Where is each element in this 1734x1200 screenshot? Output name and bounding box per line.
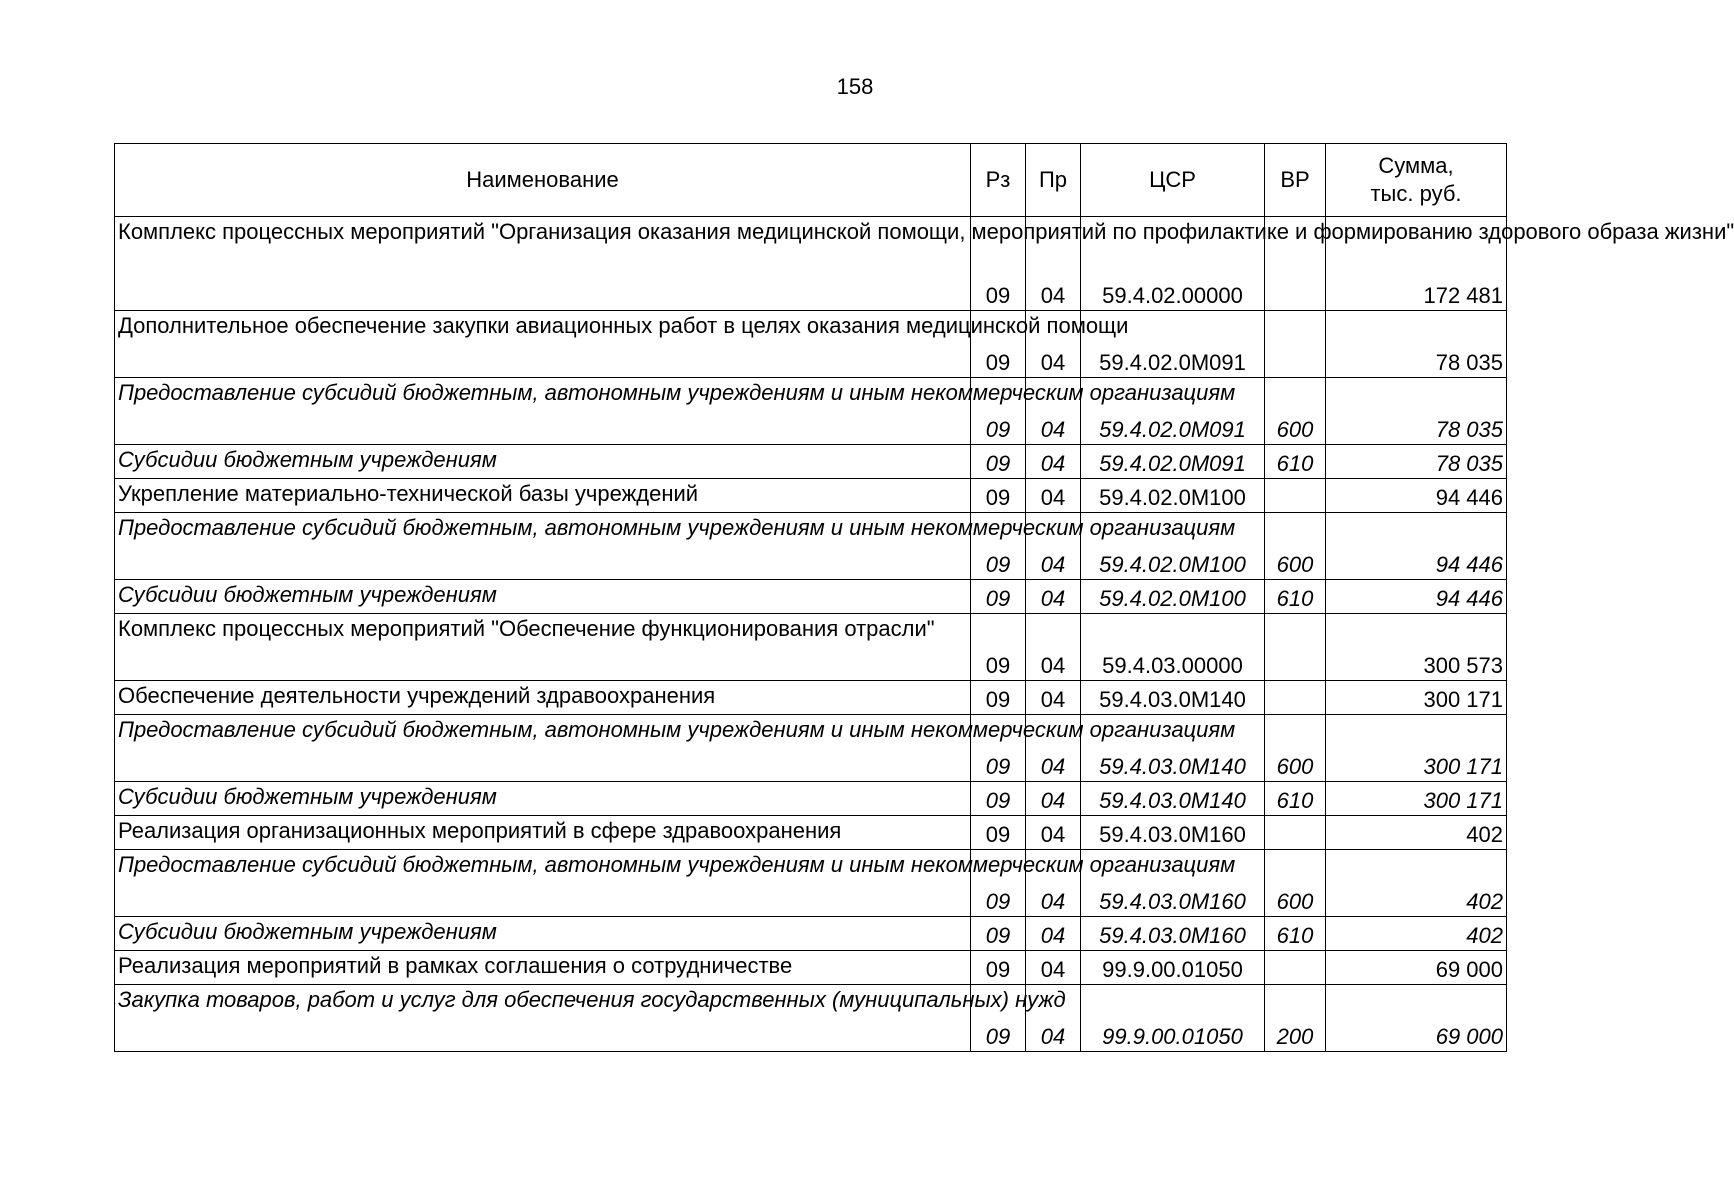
cell-rz: 09 xyxy=(971,850,1026,917)
table-row xyxy=(115,445,1507,479)
cell-sum: 78 035 xyxy=(1326,378,1507,445)
cell-pr: 04 xyxy=(1026,445,1081,479)
col-header-sum-line1: Сумма, xyxy=(1378,153,1454,178)
cell-name: Реализация организационных мероприятий в сфере здравоохранения xyxy=(115,816,971,850)
cell-vr: 610 xyxy=(1265,445,1326,479)
cell-rz: 09 xyxy=(971,917,1026,951)
cell-pr: 04 xyxy=(1026,850,1081,917)
cell-vr: 600 xyxy=(1265,378,1326,445)
cell-pr: 04 xyxy=(1026,513,1081,580)
cell-vr: 610 xyxy=(1265,580,1326,614)
cell-pr: 04 xyxy=(1026,985,1081,1052)
cell-name: Предоставление субсидий бюджетным, автономным учреждениям и иным некоммерческим организациям xyxy=(115,715,971,782)
col-header-rz: Рз xyxy=(971,144,1026,217)
cell-pr: 04 xyxy=(1026,782,1081,816)
cell-rz: 09 xyxy=(971,614,1026,681)
cell-vr: 600 xyxy=(1265,513,1326,580)
cell-csr: 59.4.03.0М160 xyxy=(1081,917,1265,951)
cell-pr: 04 xyxy=(1026,816,1081,850)
cell-name: Обеспечение деятельности учреждений здравоохранения xyxy=(115,681,971,715)
cell-rz: 09 xyxy=(971,378,1026,445)
cell-vr: 610 xyxy=(1265,782,1326,816)
cell-name: Субсидии бюджетным учреждениям xyxy=(115,782,971,816)
col-header-csr: ЦСР xyxy=(1081,144,1265,217)
table-row xyxy=(115,985,1507,1052)
col-header-pr: Пр xyxy=(1026,144,1081,217)
cell-rz: 09 xyxy=(971,782,1026,816)
cell-csr: 59.4.03.0М140 xyxy=(1081,681,1265,715)
cell-name: Реализация мероприятий в рамках соглашения о сотрудничестве xyxy=(115,951,971,985)
cell-pr: 04 xyxy=(1026,681,1081,715)
cell-csr: 59.4.02.0М091 xyxy=(1081,311,1265,378)
cell-vr: 600 xyxy=(1265,715,1326,782)
cell-csr: 59.4.03.00000 xyxy=(1081,614,1265,681)
cell-sum: 300 573 xyxy=(1326,614,1507,681)
cell-sum: 172 481 xyxy=(1326,217,1507,311)
cell-vr xyxy=(1265,479,1326,513)
cell-pr: 04 xyxy=(1026,917,1081,951)
table-row xyxy=(115,217,1507,311)
cell-sum: 94 446 xyxy=(1326,513,1507,580)
cell-csr: 59.4.03.0М160 xyxy=(1081,816,1265,850)
cell-csr: 59.4.02.0М100 xyxy=(1081,513,1265,580)
cell-vr xyxy=(1265,951,1326,985)
cell-sum: 402 xyxy=(1326,816,1507,850)
cell-vr: 200 xyxy=(1265,985,1326,1052)
cell-name: Дополнительное обеспечение закупки авиационных работ в целях оказания медицинской помощи xyxy=(115,311,971,378)
cell-sum: 300 171 xyxy=(1326,681,1507,715)
cell-rz: 09 xyxy=(971,816,1026,850)
cell-vr xyxy=(1265,614,1326,681)
col-header-name: Наименование xyxy=(115,144,971,217)
cell-vr xyxy=(1265,681,1326,715)
cell-rz: 09 xyxy=(971,985,1026,1052)
table-row xyxy=(115,681,1507,715)
cell-name: Субсидии бюджетным учреждениям xyxy=(115,580,971,614)
cell-name: Субсидии бюджетным учреждениям xyxy=(115,917,971,951)
cell-vr xyxy=(1265,816,1326,850)
cell-name: Закупка товаров, работ и услуг для обеспечения государственных (муниципальных) нужд xyxy=(115,985,971,1052)
table-row xyxy=(115,816,1507,850)
cell-rz: 09 xyxy=(971,951,1026,985)
cell-name: Комплекс процессных мероприятий "Обеспечение функционирования отрасли" xyxy=(115,614,971,681)
page-number: 158 xyxy=(836,74,874,99)
cell-name: Предоставление субсидий бюджетным, автономным учреждениям и иным некоммерческим организациям xyxy=(115,378,971,445)
cell-sum: 402 xyxy=(1326,850,1507,917)
table-row xyxy=(115,479,1507,513)
col-header-sum xyxy=(1326,144,1507,217)
cell-rz: 09 xyxy=(971,217,1026,311)
table-row xyxy=(115,311,1507,378)
cell-vr: 610 xyxy=(1265,917,1326,951)
table-row xyxy=(115,715,1507,782)
table-row xyxy=(115,917,1507,951)
cell-pr: 04 xyxy=(1026,479,1081,513)
cell-sum: 300 171 xyxy=(1326,782,1507,816)
table-row xyxy=(115,513,1507,580)
cell-pr: 04 xyxy=(1026,580,1081,614)
cell-sum: 69 000 xyxy=(1326,985,1507,1052)
budget-table xyxy=(114,143,1734,1052)
cell-rz: 09 xyxy=(971,580,1026,614)
cell-name: Предоставление субсидий бюджетным, автономным учреждениям и иным некоммерческим организациям xyxy=(115,513,971,580)
cell-sum: 94 446 xyxy=(1326,479,1507,513)
cell-pr: 04 xyxy=(1026,378,1081,445)
cell-csr: 59.4.03.0М140 xyxy=(1081,715,1265,782)
cell-rz: 09 xyxy=(971,513,1026,580)
cell-pr: 04 xyxy=(1026,614,1081,681)
cell-pr: 04 xyxy=(1026,951,1081,985)
cell-csr: 99.9.00.01050 xyxy=(1081,951,1265,985)
table-row xyxy=(115,782,1507,816)
cell-sum: 78 035 xyxy=(1326,311,1507,378)
table-body xyxy=(115,217,1734,1052)
cell-vr: 600 xyxy=(1265,850,1326,917)
cell-name: Субсидии бюджетным учреждениям xyxy=(115,445,971,479)
cell-csr: 59.4.03.0М160 xyxy=(1081,850,1265,917)
cell-csr: 99.9.00.01050 xyxy=(1081,985,1265,1052)
cell-name: Комплекс процессных мероприятий "Организация оказания медицинской помощи, мероприятий по профилактике и формированию здорового образа жизни" xyxy=(115,217,971,311)
cell-pr: 04 xyxy=(1026,715,1081,782)
cell-csr: 59.4.02.0М091 xyxy=(1081,445,1265,479)
cell-name: Предоставление субсидий бюджетным, автономным учреждениям и иным некоммерческим организациям xyxy=(115,850,971,917)
table-header-row xyxy=(115,144,1507,217)
cell-name: Укрепление материально-технической базы учреждений xyxy=(115,479,971,513)
col-header-sum-line2: тыс. руб. xyxy=(1370,181,1462,206)
cell-rz: 09 xyxy=(971,445,1026,479)
cell-csr: 59.4.02.00000 xyxy=(1081,217,1265,311)
cell-rz: 09 xyxy=(971,479,1026,513)
cell-pr: 04 xyxy=(1026,217,1081,311)
cell-csr: 59.4.02.0М091 xyxy=(1081,378,1265,445)
cell-csr: 59.4.02.0М100 xyxy=(1081,479,1265,513)
cell-pr: 04 xyxy=(1026,311,1081,378)
table-row xyxy=(115,850,1507,917)
cell-csr: 59.4.02.0М100 xyxy=(1081,580,1265,614)
cell-sum: 78 035 xyxy=(1326,445,1507,479)
cell-sum: 300 171 xyxy=(1326,715,1507,782)
cell-sum: 402 xyxy=(1326,917,1507,951)
cell-rz: 09 xyxy=(971,681,1026,715)
cell-sum: 94 446 xyxy=(1326,580,1507,614)
table-row xyxy=(115,378,1507,445)
table-row xyxy=(115,580,1507,614)
cell-rz: 09 xyxy=(971,715,1026,782)
cell-csr: 59.4.03.0М140 xyxy=(1081,782,1265,816)
table-row xyxy=(115,614,1507,681)
cell-vr xyxy=(1265,311,1326,378)
table-row xyxy=(115,951,1507,985)
col-header-vr: ВР xyxy=(1265,144,1326,217)
cell-sum: 69 000 xyxy=(1326,951,1507,985)
cell-rz: 09 xyxy=(971,311,1026,378)
